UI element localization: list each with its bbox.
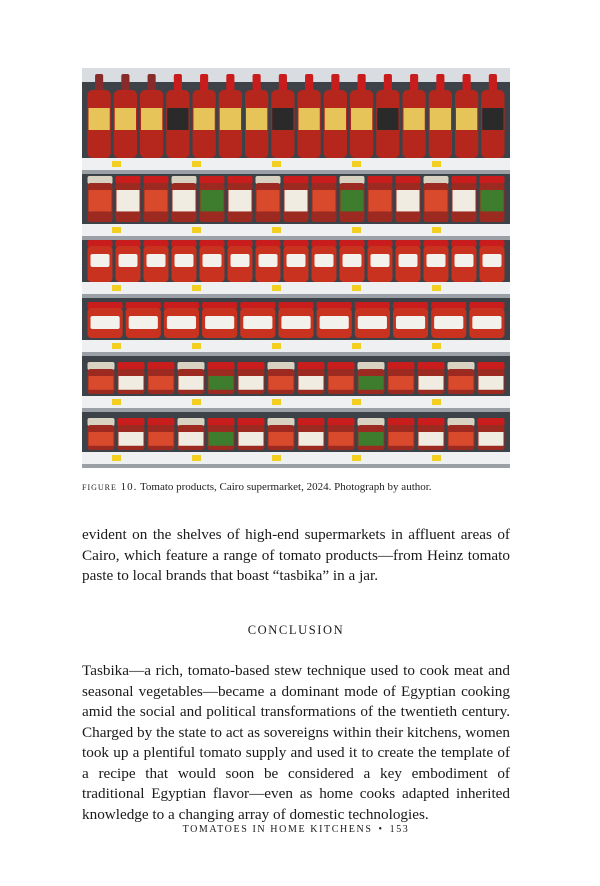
jar-lid [480,176,505,184]
paste-label [358,316,387,329]
paste-label [281,316,310,329]
paste-lid [480,240,505,247]
jar-label [481,190,504,211]
shelf-shadow [82,170,510,174]
jar-label [449,432,474,446]
jar-label [149,376,174,390]
jar-label [419,376,444,390]
jar-lid [448,362,475,370]
shelf-edge [82,158,510,170]
body-paragraph-continued: evident on the shelves of high-end supermarkets in affluent areas of Cairo, which feature a range of tomato products—from Heinz tomato paste to local brands that boast “tasbika” in a jar. [82,526,510,584]
jar-lid [452,176,477,184]
paste-label [243,316,272,329]
jar-label [397,190,420,211]
jar-label [419,432,444,446]
paste-label [147,254,166,267]
paste-lid [424,240,449,247]
bottle-cap [253,74,261,92]
jar-label [149,432,174,446]
jar-label [239,432,264,446]
jar-lid [256,176,281,184]
bottle-label [272,108,293,130]
price-tag [432,227,441,233]
jar-label [449,376,474,390]
bottle-cap [358,74,366,92]
price-tag [432,343,441,349]
paste-lid [88,240,113,247]
jar-lid [368,176,393,184]
jar-lid [144,176,169,184]
paste-lid [200,240,225,247]
paste-label [399,254,418,267]
paste-lid [355,302,390,309]
jar-lid [396,176,421,184]
jar-lid [208,418,235,426]
paste-label [129,316,158,329]
jar-lid [358,418,385,426]
price-tag [192,161,201,167]
jar-lid [118,362,145,370]
paste-lid [340,240,365,247]
bottle-label [377,108,398,130]
bottle-cap [226,74,234,92]
jar-label [269,376,294,390]
jar-lid [118,418,145,426]
jar-label [479,376,504,390]
running-footer [82,824,510,835]
jar-label [453,190,476,211]
bottle-cap [121,74,129,92]
price-tag [352,455,361,461]
jar-label [359,376,384,390]
paste-label [455,254,474,267]
bottle-cap [95,74,103,92]
price-tag [192,399,201,405]
bottle-label [194,108,215,130]
jar-lid [358,362,385,370]
jar-lid [238,418,265,426]
paste-label [203,254,222,267]
jar-label [299,432,324,446]
price-tag [112,343,121,349]
jar-lid [478,418,505,426]
bottle-label [167,108,188,130]
bottle-label [220,108,241,130]
shelf-edge [82,340,510,352]
jar-lid [88,176,113,184]
paste-label [287,254,306,267]
bottle-label [246,108,267,130]
bottle-cap [384,74,392,92]
price-tag [192,285,201,291]
jar-lid [388,362,415,370]
bottle-label [482,108,503,130]
bottle-label [456,108,477,130]
shelf-shadow [82,294,510,298]
price-tag [432,399,441,405]
paste-lid [312,240,337,247]
price-tag [272,227,281,233]
paste-lid [368,240,393,247]
jar-lid [88,418,115,426]
price-tag [192,343,201,349]
paste-lid [116,240,141,247]
jar-label [117,190,140,211]
bottle-label [351,108,372,130]
price-tag [352,343,361,349]
jar-lid [178,418,205,426]
bottle-cap [200,74,208,92]
bottle-cap [279,74,287,92]
jar-lid [298,418,325,426]
shelf-illustration [82,68,510,468]
paste-lid [228,240,253,247]
running-title: TOMATOES IN HOME KITCHENS [182,824,373,835]
jar-label [229,190,252,211]
jar-lid [388,418,415,426]
price-tag [112,227,121,233]
price-tag [432,285,441,291]
paste-lid [144,240,169,247]
shelf-shadow [82,464,510,468]
paste-lid [431,302,466,309]
paste-label [231,254,250,267]
jar-lid [200,176,225,184]
bottle-label [89,108,110,130]
price-tag [112,455,121,461]
jar-label [209,432,234,446]
section-heading: CONCLUSION [247,623,345,637]
bottle-label [325,108,346,130]
paste-label [91,254,110,267]
ceiling-strip [82,68,510,82]
paste-label [371,254,390,267]
jar-label [201,190,224,211]
paste-label [427,254,446,267]
jar-lid [116,176,141,184]
shelf-edge [82,452,510,464]
paste-lid [469,302,504,309]
paste-label [320,316,349,329]
jar-label [209,376,234,390]
paste-lid [396,240,421,247]
paste-lid [278,302,313,309]
paste-lid [172,240,197,247]
paste-label [343,254,362,267]
jar-lid [478,362,505,370]
jar-label [269,432,294,446]
jar-lid [172,176,197,184]
jar-lid [268,362,295,370]
bottle-cap [305,74,313,92]
bottle-label [430,108,451,130]
jar-label [479,432,504,446]
bottle-label [115,108,136,130]
jar-label [89,432,114,446]
paste-lid [256,240,281,247]
bottle-cap [463,74,471,92]
price-tag [192,227,201,233]
price-tag [352,399,361,405]
shelf-edge [82,224,510,236]
jar-label [119,432,144,446]
price-tag [272,161,281,167]
paste-label [205,316,234,329]
jar-label [257,190,280,211]
shelf-shadow [82,352,510,356]
bottle-cap [436,74,444,92]
price-tag [112,161,121,167]
paste-label [483,254,502,267]
supermarket-shelf-photograph [82,68,510,468]
bottle-label [141,108,162,130]
shelf-edge [82,396,510,408]
jar-lid [148,418,175,426]
jar-lid [448,418,475,426]
paste-lid [126,302,161,309]
jar-label [179,376,204,390]
paste-lid [240,302,275,309]
paste-label [315,254,334,267]
jar-label [119,376,144,390]
bottle-label [299,108,320,130]
jar-lid [88,362,115,370]
bottle-cap [331,74,339,92]
footer-separator: • [378,824,384,835]
page-number: 153 [389,824,410,835]
jar-lid [418,362,445,370]
price-tag [272,455,281,461]
paste-lid [202,302,237,309]
paste-label [167,316,196,329]
jar-lid [268,418,295,426]
body-paragraph-conclusion: Tasbika—a rich, tomato-based stew technique used to cook meat and seasonal vegetables—became a dominant mode of Egyptian cooking amid the social and political transformations of the twentieth century. Charged by the state to act as sovereigns within their kitchens, women took up a plentiful tomato supply and used it to create the template of a recipe that would soon be considered a key embodiment of traditional Egyptian flavor—even as home cooks adapted inherited knowledge to a changing array of domestic technologies. [82,662,510,823]
paste-lid [88,302,123,309]
price-tag [432,161,441,167]
price-tag [112,285,121,291]
jar-lid [298,362,325,370]
paste-lid [284,240,309,247]
jar-label [89,376,114,390]
price-tag [272,399,281,405]
price-tag [192,455,201,461]
paste-lid [393,302,428,309]
shelf-shadow [82,408,510,412]
paste-label [396,316,425,329]
bottle-cap [174,74,182,92]
jar-lid [312,176,337,184]
jar-label [341,190,364,211]
jar-label [89,190,112,211]
paste-label [434,316,463,329]
price-tag [432,455,441,461]
figure-caption-text: Tomato products, Cairo supermarket, 2024. Photograph by author. [139,481,432,493]
bottle-label [404,108,425,130]
jar-lid [328,362,355,370]
jar-lid [228,176,253,184]
jar-lid [178,362,205,370]
jar-label [179,432,204,446]
jar-label [389,432,414,446]
jar-label [145,190,168,211]
price-tag [352,285,361,291]
jar-label [285,190,308,211]
price-tag [352,227,361,233]
figure-caption [82,480,522,494]
jar-lid [340,176,365,184]
price-tag [272,343,281,349]
jar-label [359,432,384,446]
jar-label [173,190,196,211]
jar-lid [148,362,175,370]
jar-label [329,376,354,390]
paste-lid [164,302,199,309]
jar-lid [208,362,235,370]
paste-lid [317,302,352,309]
jar-lid [238,362,265,370]
paste-lid [452,240,477,247]
jar-label [369,190,392,211]
jar-lid [418,418,445,426]
bottle-cap [489,74,497,92]
paste-label [119,254,138,267]
price-tag [112,399,121,405]
paste-label [259,254,278,267]
jar-label [389,376,414,390]
jar-label [299,376,324,390]
price-tag [352,161,361,167]
jar-lid [424,176,449,184]
shelf-shadow [82,236,510,240]
jar-label [425,190,448,211]
bottle-cap [410,74,418,92]
jar-label [329,432,354,446]
jar-label [239,376,264,390]
jar-lid [284,176,309,184]
jar-lid [328,418,355,426]
paste-label [472,316,501,329]
shelf-edge [82,282,510,294]
bottle-cap [148,74,156,92]
figure-label: figure 10. [82,481,138,493]
paste-label [91,316,120,329]
paste-label [175,254,194,267]
price-tag [272,285,281,291]
jar-label [313,190,336,211]
